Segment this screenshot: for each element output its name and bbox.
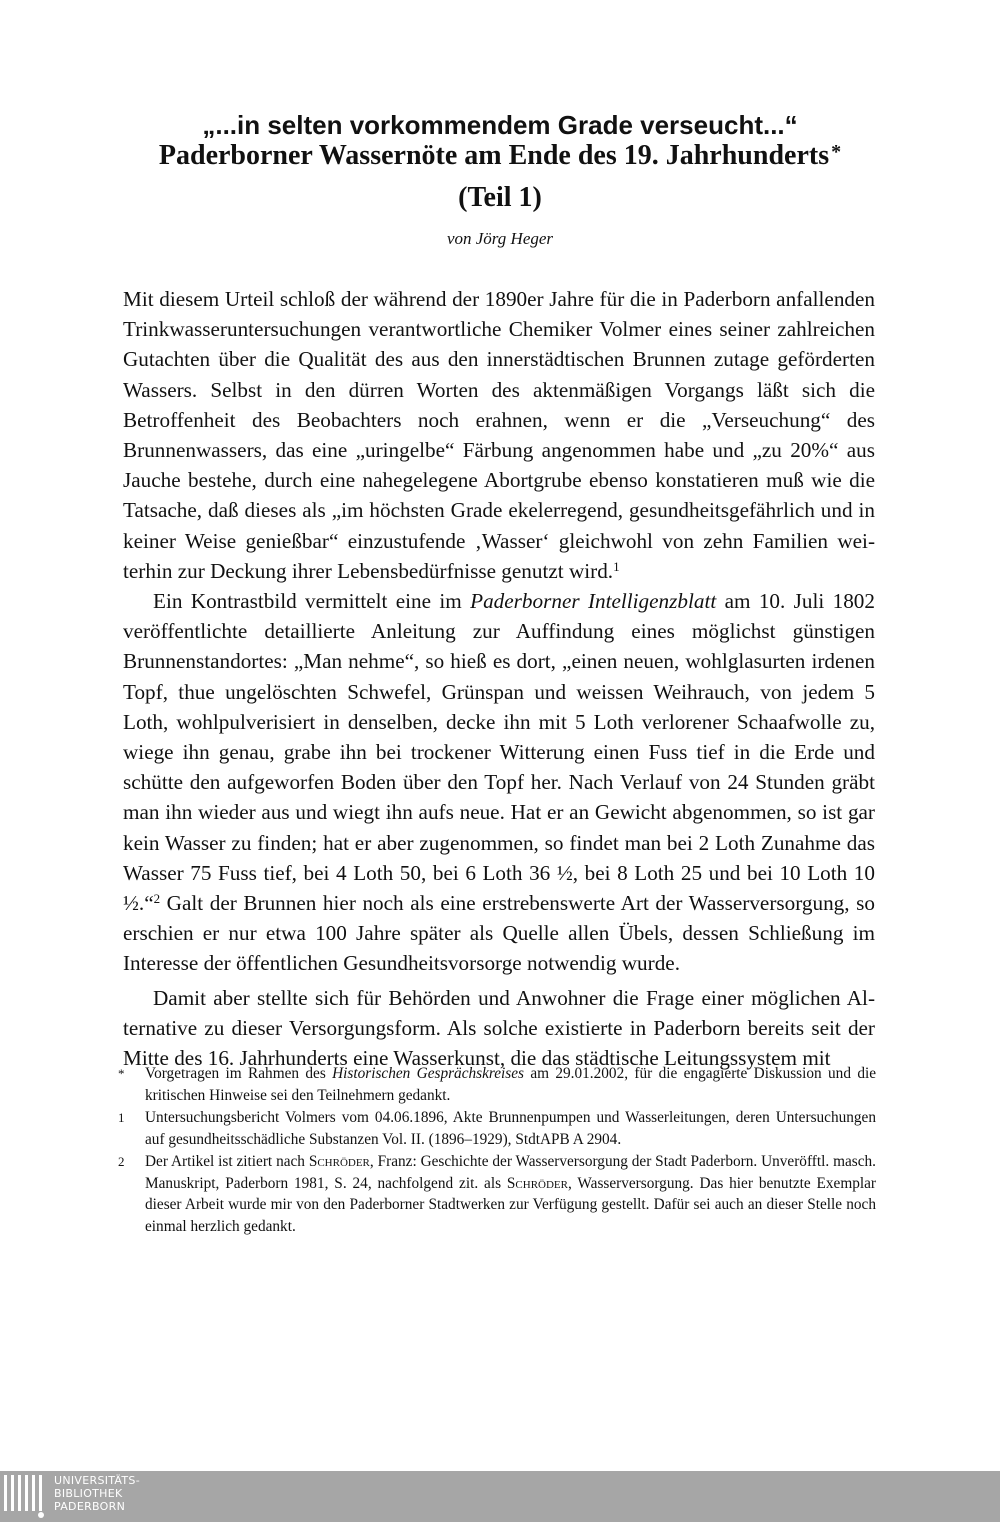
paragraph-2-start: Ein Kontrastbild vermittelt eine im bbox=[153, 589, 471, 614]
footnote-2-mark: 2 bbox=[118, 1154, 125, 1169]
library-name-line-1: UNIVERSITÄTS- bbox=[54, 1474, 140, 1487]
footnote-star-start: Vorgetragen im Rahmen des bbox=[145, 1065, 333, 1082]
footnote-2-author: Schröder bbox=[308, 1153, 370, 1170]
footnote-2-start: Der Artikel ist zitiert nach bbox=[145, 1153, 309, 1170]
journal-title: Paderborner Intelligenzblatt bbox=[470, 589, 717, 614]
page-subtitle: (Teil 1) bbox=[458, 182, 542, 213]
footnote-2-end: , Wasserversorgung. Das hier benutzte Exemplar dieser Arbeit wurde mir von den Paderborner Stadtwerken zur Verfügung gestellt. Dafür sei auch an dieser Stelle noch einmal herzlich gedankt. bbox=[145, 1174, 876, 1235]
footnote-star-mark: * bbox=[118, 1066, 125, 1081]
page-title-text: Paderborner Wassernöte am Ende des 19. Jahrhunderts bbox=[158, 140, 830, 171]
footnote-star bbox=[118, 1063, 876, 1106]
footnote-star-text bbox=[145, 1063, 876, 1106]
footnote-2-author-short: Schröder bbox=[506, 1174, 568, 1192]
title-quote bbox=[0, 108, 1000, 143]
footnote-2-text bbox=[145, 1151, 876, 1237]
footnotes bbox=[118, 1063, 876, 1238]
article-body bbox=[123, 284, 875, 1073]
library-name bbox=[54, 1474, 140, 1513]
footnote-star-italic: Historischen Gesprächskreises bbox=[332, 1065, 524, 1082]
title-quote-text: „...in selten vorkommendem Grade verseucht...“ bbox=[202, 110, 798, 140]
page-title bbox=[0, 139, 1000, 175]
library-name-line-2: BIBLIOTHEK bbox=[54, 1487, 123, 1500]
footnote-1 bbox=[118, 1107, 876, 1150]
author-line: von Jörg Heger bbox=[446, 229, 554, 248]
footnote-ref-2[interactable]: 2 bbox=[153, 891, 161, 907]
title-footnote-marker[interactable]: * bbox=[831, 141, 842, 163]
paragraph-1 bbox=[123, 284, 875, 586]
footnote-2 bbox=[118, 1151, 876, 1237]
paragraph-3: Damit aber stellte sich für Behörden und Anwohner die Frage einer möglichen Alternative zu dieser Versorgungsform. Als solche existierte in Paderborn bereits seit der Mitte des 16. Jahrhunderts eine Wasserkunst, die das städtische Leitungssystem mit bbox=[123, 985, 875, 1071]
footnote-2-mid: , Franz: Geschichte der Wasserversorgung der Stadt Paderborn. Unveröfftl. masch. Manuskript, Paderborn 1981, S. 24, nachfolgend zit. als bbox=[145, 1153, 876, 1192]
library-barcode-icon bbox=[0, 1472, 48, 1520]
paragraph-2-quote: am 10. Juli 1802 veröffentlichte detaillierte Anleitung zur Auffindung eines möglichst günstigen Brunnenstandortes: „Man nehme“, so hieß es dort, „einen neuen, wohlglasurten irdenen Topf, thue ungelöschten Schwefel, Grünspan und weissen Weihrauch, von jedem 5 Loth, wohlpulverisiert in denselben, decke ihn mit 5 Loth verlorener Schaafwolle zu, wiege ihn genau, grabe ihn bei trockener Witterung einen Fuss tief in die Erde und schütte den aufgeworfen Boden über den Topf her. Nach Verlauf von 24 Stunden gräbt man ihn wieder aus und wiegt ihn aufs neue. Hat er an Gewicht abgenommen, so ist gar kein Wasser zu finden; hat er aber zugenommen, so findet man bei 2 Loth Zunahme das Wasser 75 Fuss tief, bei 4 Loth 50, bei 6 Loth 36 ½, bei 8 Loth 25 und bei 10 Loth 10 ½.“ bbox=[123, 589, 875, 916]
footnote-ref-1[interactable]: 1 bbox=[613, 558, 620, 574]
paragraph-1-text: Mit diesem Urteil schloß der während der 1890er Jahre für die in Paderborn anfallenden Trinkwasseruntersuchungen verantwortliche Chemiker Volmer eines seiner zahlreichen Gutachten über die Qualität des aus den innerstädtischen Brunnen zutage geförderten Wassers. Selbst in den dürren Worten des aktenmäßigen Vorgangs läßt sich die Betroffenheit des Beobachters noch erahnen, wenn er die „Verseuchung“ des Brunnenwassers, das eine „uringelbe“ Färbung angenommen habe und „zu 20%“ aus Jauche bestehe, durch eine nahegelegene Abortgrube ebenso konstatieren muß wie die Tatsache, daß dieses als „im höchsten Grade ekelerregend, gesundheitsgefährlich und in keiner Weise genießbar“ einzustufende ‚Wasser‘ gleichwohl von zehn Familien weiterhin zur Deckung ihrer Lebensbedürfnisse genutzt wird. bbox=[123, 287, 875, 583]
paragraph-2-end: Galt der Brunnen hier noch als eine erstrebenswerte Art der Wasserversorgung, so erschien er nur etwa 100 Jahre später als Quelle allen Übels, dessen Schließung im Interesse der öffentlichen Gesundheitsvorsorge notwendig wurde. bbox=[123, 891, 875, 976]
library-name-line-3: PADERBORN bbox=[54, 1500, 126, 1513]
paragraph-2 bbox=[123, 586, 875, 979]
library-footer-bar bbox=[0, 1471, 1000, 1522]
footnote-1-text: Untersuchungsbericht Volmers vom 04.06.1896, Akte Brunnenpumpen und Wasserleitungen, deren Untersuchungen auf gesundheitsschädliche Substanzen Vol. II. (1896–1929), StdtAPB A 2904. bbox=[145, 1109, 876, 1148]
footnote-1-mark: 1 bbox=[118, 1110, 125, 1125]
footnote-star-rest: am 29.01.2002, für die engagierte Diskussion und die kritischen Hinweise sei den Teilnehmern gedankt. bbox=[145, 1065, 877, 1104]
